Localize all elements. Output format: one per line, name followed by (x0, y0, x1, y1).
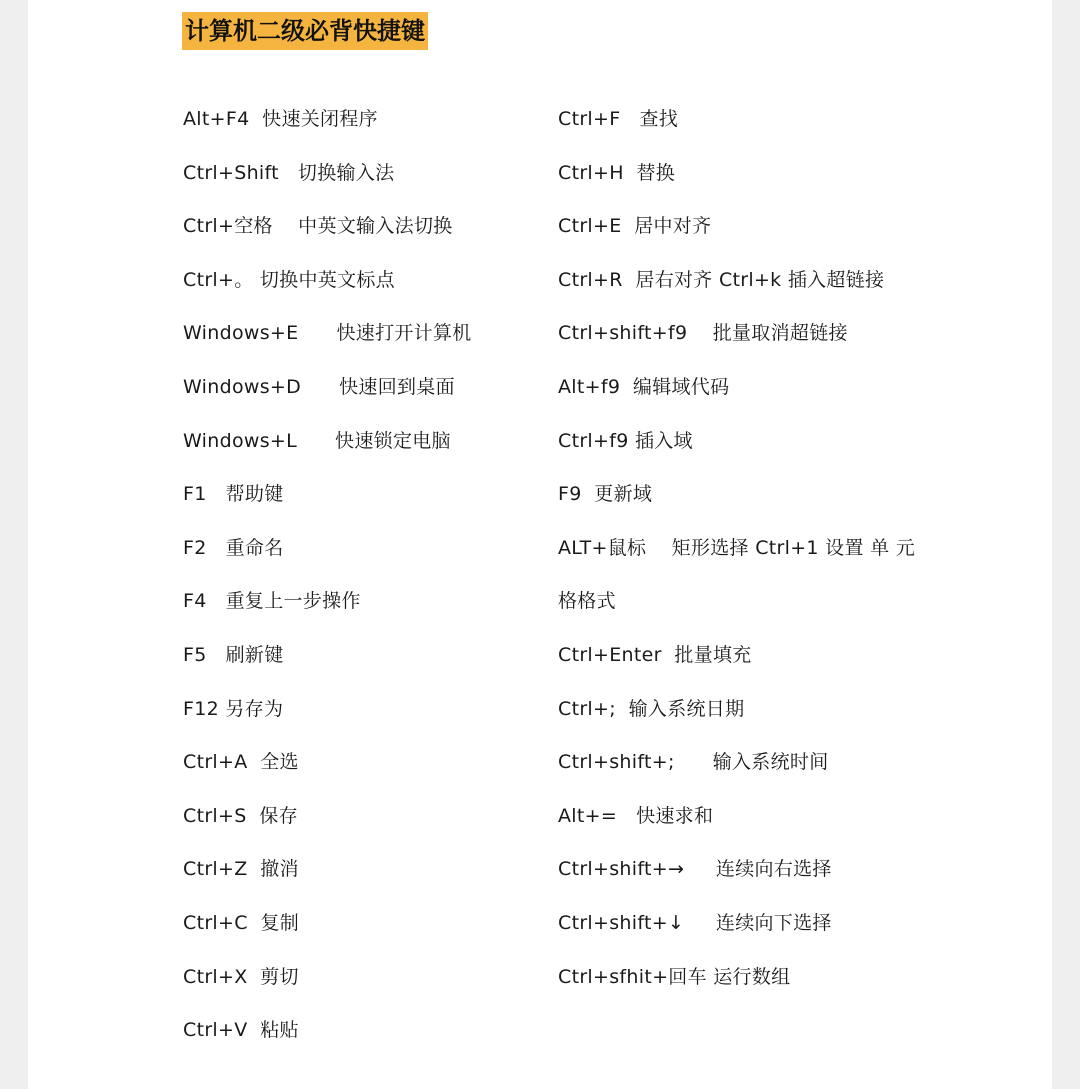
shortcut-line: Ctrl+shift+↓ 连续向下选择 (558, 911, 832, 934)
shortcut-line: Ctrl+Enter 批量填充 (558, 643, 752, 666)
shortcut-line: F12 另存为 (183, 697, 284, 720)
shortcut-line: Alt+F4 快速关闭程序 (183, 108, 378, 130)
shortcut-line: Ctrl+C 复制 (183, 911, 300, 934)
shortcut-line: Ctrl+Shift 切换输入法 (183, 161, 395, 184)
shortcut-line: F2 重命名 (183, 536, 284, 559)
shortcut-line: Ctrl+。 切换中英文标点 (183, 268, 395, 291)
shortcut-line: Ctrl+E 居中对齐 (558, 215, 712, 238)
shortcut-list-left (183, 93, 472, 1058)
shortcut-line: Ctrl+shift+→ 连续向右选择 (558, 858, 832, 881)
shortcut-line: Ctrl+H 替换 (558, 161, 676, 184)
shortcut-line: Alt+= 快速求和 (558, 804, 714, 827)
shortcut-line: Ctrl+sfhit+回车 运行数组 (558, 965, 791, 988)
shortcut-line: Ctrl+; 输入系统日期 (558, 697, 745, 720)
shortcut-line: Ctrl+X 剪切 (183, 965, 299, 988)
shortcut-list-right (558, 93, 915, 1004)
shortcut-line: Ctrl+V 粘贴 (183, 1019, 299, 1042)
shortcut-line: Ctrl+A 全选 (183, 751, 299, 774)
shortcut-line: Ctrl+Z 撤消 (183, 858, 299, 881)
shortcut-line: F9 更新域 (558, 483, 653, 506)
shortcut-line: Windows+D 快速回到桌面 (183, 375, 455, 398)
shortcut-line: Windows+L 快速锁定电脑 (183, 429, 451, 452)
shortcut-line: Ctrl+shift+; 输入系统时间 (558, 751, 829, 774)
shortcut-line: Ctrl+f9 插入域 (558, 429, 693, 452)
shortcut-line: Alt+f9 编辑域代码 (558, 375, 730, 398)
shortcut-line: Ctrl+R 居右对齐 Ctrl+k 插入超链接 (558, 268, 885, 291)
page-title: 计算机二级必背快捷键 (182, 12, 428, 50)
shortcut-line: F4 重复上一步操作 (183, 590, 361, 613)
shortcut-line: Ctrl+shift+f9 批量取消超链接 (558, 322, 848, 345)
shortcut-line: ALT+鼠标 矩形选择 Ctrl+1 设置 单 元 (558, 536, 916, 559)
shortcut-line: Ctrl+空格 中英文输入法切换 (183, 215, 453, 238)
shortcut-line: Ctrl+S 保存 (183, 804, 298, 827)
shortcut-line: F1 帮助键 (183, 483, 284, 506)
shortcut-line: Windows+E 快速打开计算机 (183, 322, 472, 345)
shortcut-line: Ctrl+F 查找 (558, 108, 679, 130)
shortcut-line: F5 刷新键 (183, 643, 284, 666)
shortcut-line: 格格式 (558, 590, 616, 613)
